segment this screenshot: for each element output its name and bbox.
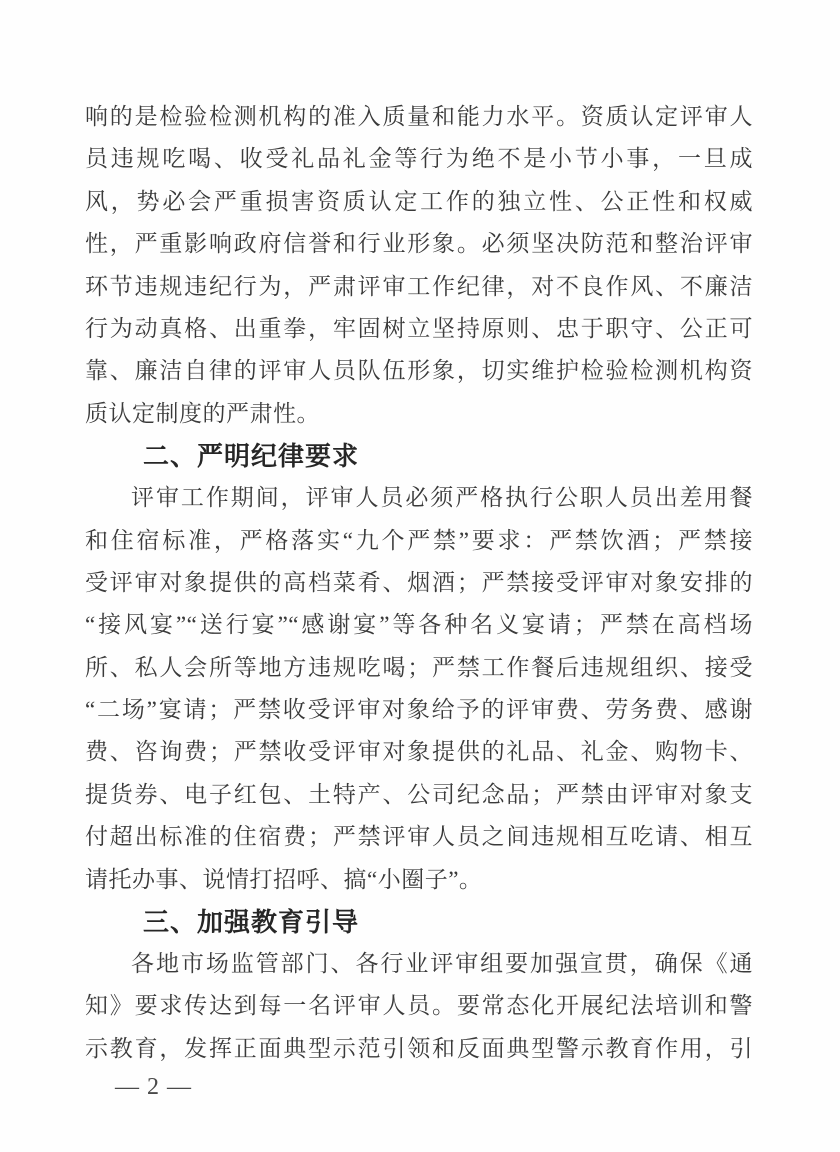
page-number: — 2 — [115,1074,192,1101]
body-line: 响的是检验检测机构的准入质量和能力水平。资质认定评审人 [85,104,753,129]
body-line: 质认定制度的严肃性。 [85,400,320,426]
body-line: 性，严重影响政府信誉和行业形象。必须坚决防范和整治评审 [85,231,753,257]
body-line: 靠、廉洁自律的评审人员队伍形象，切实维护检验检测机构资 [85,358,753,384]
body-line: 各地市场监管部门、各行业评审组要加强宣贯，确保《通 [131,951,753,977]
section-heading-discipline: 二、严明纪律要求 [143,441,360,472]
body-line: “接风宴”“送行宴”“感谢宴”等各种名义宴请；严禁在高档场 [85,612,753,638]
body-line: 所、私人会所等地方违规吃喝；严禁工作餐后违规组织、接受 [85,654,753,680]
body-line: 评审工作期间，评审人员必须严格执行公职人员出差用餐 [131,485,753,511]
paragraph-continuation [85,96,753,435]
body-line: 和住宿标准，严格落实“九个严禁”要求：严禁饮酒；严禁接 [85,527,753,553]
paragraph-education [85,943,753,1070]
body-line: 提货券、电子红包、土特产、公司纪念品；严禁由评审对象支 [85,781,753,807]
body-line: 付超出标准的住宿费；严禁评审人员之间违规相互吃请、相互 [85,824,753,850]
body-line: 费、咨询费；严禁收受评审对象提供的礼品、礼金、购物卡、 [85,739,753,765]
body-line: 员违规吃喝、收受礼品礼金等行为绝不是小节小事，一旦成 [85,146,753,172]
body-line: 环节违规违纪行为，严肃评审工作纪律，对不良作风、不廉洁 [85,273,753,299]
document-content [85,96,753,1104]
body-line: 请托办事、说情打招呼、搞“小圈子”。 [85,866,483,892]
body-line: 行为动真格、出重拳，牢固树立坚持原则、忠于职守、公正可 [85,315,753,341]
body-line: 风，势必会严重损害资质认定工作的独立性、公正性和权威 [85,188,753,214]
body-line: 示教育，发挥正面典型示范引领和反面典型警示教育作用，引 [85,1035,753,1061]
paragraph-discipline [85,477,753,901]
section-heading-education: 三、加强教育引导 [143,907,360,938]
body-line: “二场”宴请；严禁收受评审对象给予的评审费、劳务费、感谢 [85,697,753,723]
body-line: 知》要求传达到每一名评审人员。要常态化开展纪法培训和警 [85,993,753,1019]
body-line: 受评审对象提供的高档菜肴、烟酒；严禁接受评审对象安排的 [85,569,753,595]
